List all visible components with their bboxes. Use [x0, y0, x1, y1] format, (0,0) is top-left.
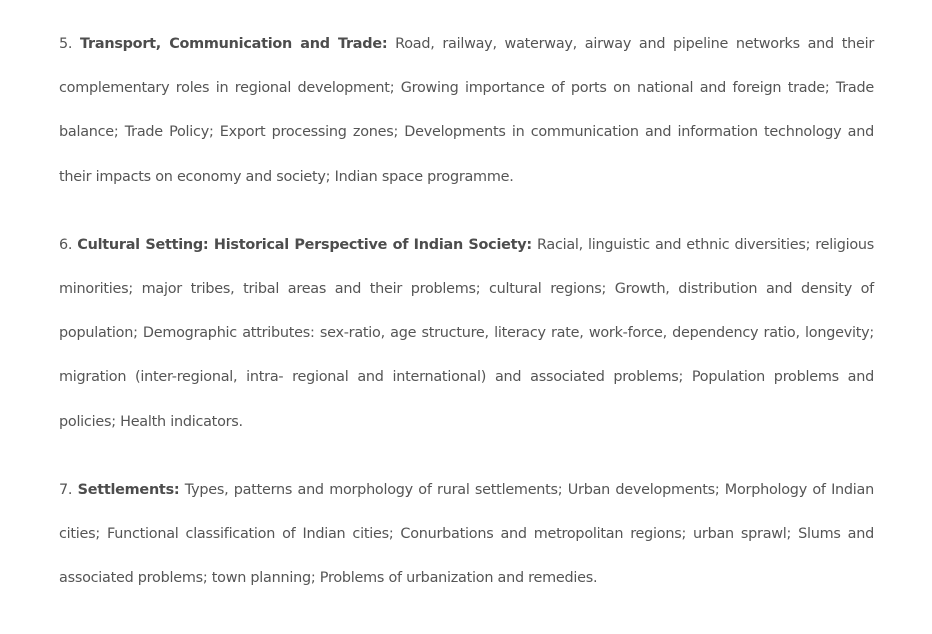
- section-body: Road, railway, waterway, airway and pipeline networks and their complementary roles in regional development; Growing importance of ports on national and foreign trade; Trade balance; Trade Policy; Export processing zones; Developments in communication and information technology and their impacts on economy and society; Indian space programme.: [59, 36, 874, 185]
- section-transport: [59, 22, 874, 199]
- section-heading: Cultural Setting: Historical Perspective of Indian Society:: [77, 236, 532, 253]
- section-number: 5.: [59, 36, 73, 52]
- section-number: 7.: [59, 481, 73, 498]
- section-heading: Transport, Communication and Trade:: [80, 36, 388, 52]
- section-body: Types, patterns and morphology of rural settlements; Urban developments; Morphology of Indian cities; Functional classification of Indian cities; Conurbations and metropolitan regions; urban sprawl; Slums and associated problems; town planning; Problems of urbanization and remedies.: [59, 481, 874, 587]
- section-heading: Settlements:: [77, 481, 180, 498]
- section-number: 6.: [59, 236, 73, 253]
- section-cultural-setting: [59, 223, 874, 444]
- section-body: Racial, linguistic and ethnic diversities; religious minorities; major tribes, tribal areas and their problems; cultural regions; Growth, distribution and density of population; Demographic attributes: sex-ratio, age structure, literacy rate, work-force, dependency ratio, longevity; migration (inter-regional, intra- regional and international) and associated problems; Population problems and policies; Health indicators.: [59, 236, 875, 430]
- document-page: [59, 22, 874, 600]
- section-settlements: [59, 468, 874, 601]
